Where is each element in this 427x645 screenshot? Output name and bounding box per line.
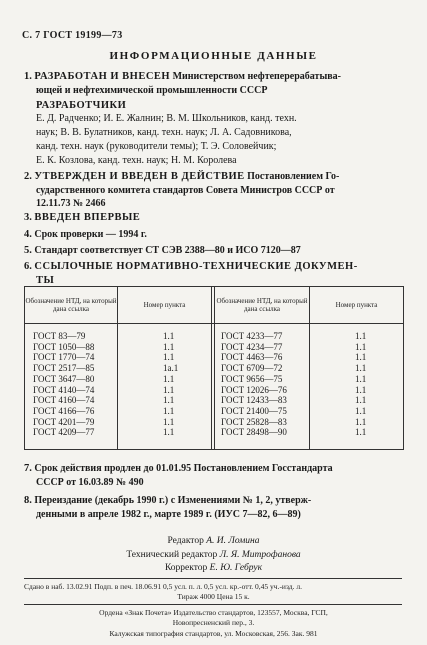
developers-line: Е. К. Козлова, канд. техн. наук; Н. М. Королева	[36, 155, 237, 166]
editors-block	[0, 535, 427, 576]
table-cell-item: 1.1	[163, 341, 175, 352]
reference-table	[24, 286, 404, 450]
table-cell-item: 1.1	[163, 331, 175, 341]
page-header: С. 7 ГОСТ 19199—73	[22, 30, 123, 41]
section-1-text-line2: ющей и нефтехимической промышленности СССР	[36, 84, 268, 96]
table-cell-item: 1.1	[355, 373, 367, 384]
imprint-line-2: Тираж 4000 Цена 15 к.	[177, 592, 250, 601]
table-cell-doc: ГОСТ 4201—79	[33, 416, 95, 427]
developers-list	[36, 112, 402, 168]
table-cell-item: 1.1	[163, 395, 175, 406]
table-cell-item: 1.1	[355, 427, 367, 438]
section-2-text-line3: 12.11.73 № 2466	[36, 198, 106, 209]
table-cell-doc: ГОСТ 4140—74	[33, 384, 95, 395]
section-5-text: Стандарт соответствует СТ СЭВ 2388—80 и ИСО 7120—87	[34, 245, 301, 256]
table-divider	[211, 287, 212, 449]
table-cell-item: 1.1	[163, 384, 175, 395]
section-3-heading: ВВЕДЕН ВПЕРВЫЕ	[34, 212, 141, 223]
table-cell-doc: ГОСТ 3647—80	[33, 373, 95, 384]
section-1-heading: РАЗРАБОТАН И ВНЕСЕН	[34, 71, 171, 82]
divider-rule	[24, 578, 402, 579]
imprint-line-1: Сдано в наб. 13.02.91 Подп. в печ. 18.06.91 0,5 усл. п. л. 0,5 усл. кр.-отт. 0,45 уч.-изд. л.	[24, 582, 302, 591]
table-cell-doc: ГОСТ 12026—76	[221, 384, 287, 395]
section-7	[24, 462, 402, 489]
section-2-text-line1: Постановлением Го-	[247, 171, 340, 182]
table-col-header-doc: Обозначение НТД, на который дана ссылка	[216, 297, 308, 313]
section-1-number: 1.	[24, 71, 32, 82]
section-3	[24, 211, 402, 225]
table-col-header-item: Номер пункта	[143, 301, 186, 309]
table-cell-doc: ГОСТ 4233—77	[221, 331, 283, 341]
table-divider	[309, 287, 310, 449]
developers-line: Е. Д. Радченко; И. Е. Жалнин; В. М. Школьников, канд. техн.	[36, 113, 297, 124]
publisher-line-3: Калужская типография стандартов, ул. Московская, 256. Зак. 981	[109, 629, 318, 638]
section-1	[24, 70, 402, 113]
page-title: ИНФОРМАЦИОННЫЕ ДАННЫЕ	[109, 50, 318, 62]
table-cell-doc: ГОСТ 4166—76	[33, 405, 95, 416]
table-cell-doc: ГОСТ 21400—75	[221, 405, 287, 416]
table-left-items	[163, 331, 178, 438]
table-cell-item: 1.1	[163, 405, 175, 416]
publisher-line-1: Ордена «Знак Почета» Издательство стандартов, 123557, Москва, ГСП,	[99, 608, 328, 617]
section-1-text-line1: Министерством нефтеперерабатыва-	[172, 71, 342, 82]
section-3-number: 3.	[24, 212, 32, 223]
table-cell-item: 1.1	[355, 341, 367, 352]
table-cell-doc: ГОСТ 83—79	[33, 331, 86, 341]
table-cell-doc: ГОСТ 4160—74	[33, 395, 95, 406]
table-cell-item: 1.1	[163, 416, 175, 427]
section-8-text-line2: денными в апреле 1982 г., марте 1989 г. (ИУС 7—82, 6—89)	[36, 508, 301, 520]
section-2	[24, 170, 402, 211]
section-8-text-line1: Переиздание (декабрь 1990 г.) с Изменениями № 1, 2, утверж-	[34, 495, 312, 506]
table-cell-item: 1.1	[163, 373, 175, 384]
section-5-number: 5.	[24, 245, 32, 256]
section-4-text: Срок проверки — 1994 г.	[34, 229, 147, 240]
table-cell-doc: ГОСТ 6709—72	[221, 363, 283, 374]
table-cell-item: 1a.1	[163, 363, 179, 374]
section-2-heading: УТВЕРЖДЕН И ВВЕДЕН В ДЕЙСТВИЕ	[34, 171, 245, 182]
table-cell-item: 1.1	[355, 352, 367, 363]
publisher-line-2: Новопресненский пер., 3.	[172, 618, 255, 627]
table-cell-doc: ГОСТ 4209—77	[33, 427, 95, 438]
developers-line: канд. техн. наук (руководители темы); Т. Э. Соловейчик;	[36, 141, 277, 152]
table-col-header-doc: Обозначение НТД, на который дана ссылка	[25, 297, 117, 313]
table-cell-doc: ГОСТ 2517—85	[33, 363, 95, 374]
section-6	[24, 260, 402, 287]
section-2-number: 2.	[24, 171, 32, 182]
table-cell-doc: ГОСТ 4234—77	[221, 341, 283, 352]
table-header-rule	[25, 323, 403, 324]
table-cell-item: 1.1	[355, 384, 367, 395]
table-divider	[214, 287, 215, 449]
editor-line: Технический редактор Л. Я. Митрофанова	[126, 549, 301, 560]
section-8	[24, 494, 402, 521]
section-6-heading-line1: ССЫЛОЧНЫЕ НОРМАТИВНО-ТЕХНИЧЕСКИЕ ДОКУМЕН-	[34, 261, 358, 272]
table-cell-item: 1.1	[355, 331, 367, 341]
section-7-number: 7.	[24, 463, 32, 474]
section-4-number: 4.	[24, 229, 32, 240]
table-right-docs	[221, 331, 287, 438]
section-8-number: 8.	[24, 495, 32, 506]
section-7-text-line2: СССР от 16.03.89 № 490	[36, 476, 144, 488]
section-2-text-line2: сударственного комитета стандартов Совета Министров СССР от	[36, 184, 335, 196]
section-5	[24, 244, 402, 258]
table-cell-doc: ГОСТ 1770—74	[33, 352, 95, 363]
table-cell-doc: ГОСТ 9656—75	[221, 373, 283, 384]
table-right-items	[355, 331, 366, 438]
table-cell-doc: ГОСТ 28498—90	[221, 427, 287, 438]
table-col-header-item: Номер пункта	[335, 301, 378, 309]
editor-line: Корректор Е. Ю. Гебрук	[164, 563, 263, 573]
table-cell-doc: ГОСТ 25828—83	[221, 416, 287, 427]
table-cell-item: 1.1	[355, 416, 367, 427]
developers-line: наук; В. В. Булатников, канд. техн. наук; Л. А. Садовникова,	[36, 127, 292, 138]
table-cell-item: 1.1	[355, 405, 367, 416]
table-divider	[117, 287, 118, 449]
section-6-number: 6.	[24, 261, 32, 272]
table-cell-item: 1.1	[163, 352, 175, 363]
developers-heading: РАЗРАБОТЧИКИ	[36, 100, 127, 111]
table-cell-item: 1.1	[163, 427, 175, 438]
table-cell-doc: ГОСТ 4463—76	[221, 352, 283, 363]
section-7-text-line1: Срок действия продлен до 01.01.95 Постановлением Госстандарта	[34, 463, 333, 474]
table-cell-item: 1.1	[355, 363, 367, 374]
table-cell-doc: ГОСТ 1050—88	[33, 341, 95, 352]
table-left-docs	[33, 331, 94, 438]
table-cell-doc: ГОСТ 12433—83	[221, 395, 287, 406]
table-cell-item: 1.1	[355, 395, 367, 406]
section-4	[24, 228, 402, 242]
editor-line: Редактор А. И. Ломина	[167, 536, 260, 546]
divider-rule	[24, 604, 402, 605]
section-6-heading-line2: ТЫ	[36, 274, 55, 286]
